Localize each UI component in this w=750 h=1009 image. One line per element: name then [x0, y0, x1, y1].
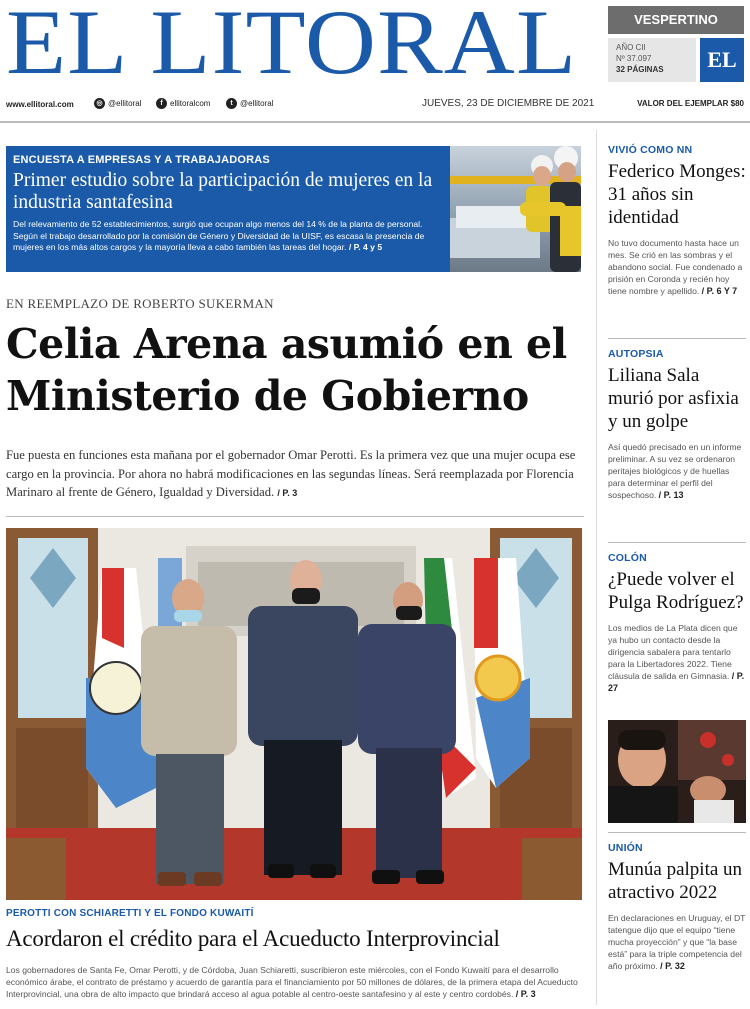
sidebar-story-monges[interactable] — [608, 144, 746, 297]
sidebar-headline[interactable]: Munúa palpita un atractivo 2022 — [608, 859, 743, 903]
issue-info — [608, 38, 696, 82]
caption-body — [6, 965, 582, 1000]
sidebar-divider — [608, 542, 746, 543]
twitter-label: @ellitoral — [240, 99, 274, 108]
instagram-handle[interactable] — [94, 98, 141, 109]
website-link[interactable]: www.ellitoral.com — [6, 100, 74, 109]
main-kicker: EN REEMPLAZO DE ROBERTO SUKERMAN — [6, 296, 274, 311]
banner-kicker: ENCUESTA A EMPRESAS Y A TRABAJADORAS — [13, 154, 270, 166]
sidebar-divider — [608, 832, 746, 833]
sidebar-kicker: UNIÓN — [608, 842, 643, 854]
main-body-text: Fue puesta en funciones esta mañana por el gobernador Omar Perotti. Es la primera vez que una mujer ocupa ese cargo en la provincia. Por ahora no habrá modificaciones en las segundas líneas. Será reemplazada por Florencia Marinaro al frente de Género, Igualdad y Diversidad. — [6, 448, 576, 499]
sidebar-story-pulga[interactable] — [608, 552, 746, 694]
facebook-label: ellitoralcom — [170, 99, 211, 108]
sidebar-body-text: Los medios de La Plata dicen que ya hubo un contacto desde la dirigencia sabalera para tentarlo para la Libertadores 2022. Tiene cláusula de salida en Gimnasia. — [608, 623, 738, 681]
sidebar-body — [608, 622, 746, 694]
sidebar-story-sala[interactable] — [608, 348, 746, 501]
caption-kicker: PEROTTI CON SCHIARETTI Y EL FONDO KUWAITÍ — [6, 908, 254, 919]
officials-photo-illustration — [6, 528, 582, 900]
sidebar-page-ref: / P. 6 Y 7 — [701, 286, 738, 296]
sidebar-body-text: En declaraciones en Uruguay, el DT tatengue dijo que el equipo “tiene mucha proyección” y que “la base está” para la triple competencia del año próximo. — [608, 913, 746, 971]
facebook-icon: f — [156, 98, 167, 109]
banner-headline[interactable]: Primer estudio sobre la participación de mujeres en la industria santafesina — [13, 170, 433, 213]
issue-number: Nº 37.097 — [616, 54, 652, 63]
facebook-handle[interactable] — [156, 98, 210, 109]
main-divider — [6, 516, 584, 517]
sidebar-divider — [608, 338, 746, 339]
sidebar-headline[interactable]: ¿Puede volver el Pulga Rodríguez? — [608, 569, 744, 613]
main-photo-officials[interactable] — [6, 528, 582, 900]
issue-price: VALOR DEL EJEMPLAR $80 — [637, 99, 744, 108]
sidebar-body-text: Así quedó precisado en un informe preliminar. A su vez se ordenaron peritajes biológicos y de huellas para determinar el perfil del sospechoso. — [608, 442, 742, 500]
banner-body — [13, 219, 448, 254]
twitter-handle[interactable] — [226, 98, 273, 109]
main-body — [6, 446, 584, 503]
workers-illustration — [450, 146, 581, 272]
sidebar-kicker: COLÓN — [608, 552, 647, 564]
main-headline[interactable]: Celia Arena asumió en el Ministerio de Gobierno — [6, 320, 567, 420]
issue-pages: 32 PÁGINAS — [616, 65, 664, 74]
issue-year: AÑO CII — [616, 43, 646, 52]
sidebar-page-ref: / P. 32 — [660, 961, 685, 971]
instagram-label: @ellitoral — [108, 99, 142, 108]
newspaper-logo[interactable]: EL LITORAL — [6, 0, 578, 93]
sidebar-body — [608, 441, 746, 501]
sidebar-body-text: No tuvo documento hasta hace un mes. Se crió en las sombras y el abandono social. Fue condenado a prisión en Coronda y recién hoy tiene nombre y apellido. — [608, 238, 743, 296]
football-photo-illustration — [608, 720, 746, 823]
sidebar-kicker: AUTOPSIA — [608, 348, 664, 360]
sidebar-page-ref: / P. 27 — [608, 671, 745, 693]
sidebar-page-ref: / P. 13 — [658, 490, 684, 500]
sidebar-body — [608, 912, 746, 972]
banner-photo-workers — [450, 146, 581, 272]
banner-page-ref: / P. 4 y 5 — [348, 242, 383, 252]
edition-badge: VESPERTINO — [608, 6, 744, 34]
sidebar-story-munua[interactable] — [608, 842, 746, 972]
issue-date: JUEVES, 23 DE DICIEMBRE DE 2021 — [422, 98, 595, 109]
caption-body-text: Los gobernadores de Santa Fe, Omar Perotti, y de Córdoba, Juan Schiaretti, suscribieron este miércoles, con el Fondo Kuwaití para el desarrollo económico árabe, el contrato de préstamo y acuerdo de garantía para el financiamiento por 50 millones de dólares, de la primera etapa del Acueducto Interprovincial, una obra de alto impacto que brindará acceso al agua potable al centro-oeste santafesino y al este y centro cordobés. — [6, 965, 578, 999]
top-divider — [0, 121, 750, 123]
info-bar — [6, 96, 744, 114]
feature-banner[interactable] — [6, 146, 581, 272]
twitter-icon: t — [226, 98, 237, 109]
masthead — [0, 0, 750, 96]
caption-page-ref: / P. 3 — [515, 988, 536, 999]
main-page-ref: / P. 3 — [277, 488, 298, 498]
instagram-icon: ◎ — [94, 98, 105, 109]
sidebar-photo-football[interactable] — [608, 720, 746, 823]
mini-logo: EL — [700, 38, 744, 82]
column-divider — [596, 130, 597, 1005]
sidebar-kicker: VIVIÓ COMO NN — [608, 144, 693, 156]
caption-headline[interactable]: Acordaron el crédito para el Acueducto Interprovincial — [6, 926, 500, 951]
sidebar-headline[interactable]: Federico Monges: 31 años sin identidad — [608, 161, 746, 228]
sidebar-body — [608, 237, 746, 297]
sidebar-headline[interactable]: Liliana Sala murió por asfixia y un golpe — [608, 365, 739, 432]
banner-body-text: Del relevamiento de 52 establecimientos, surgió que ocupan algo menos del 14 % de la planta de personal. Según el trabajo desarrollado por la comisión de Género y Diversidad de la UISF, es escasa la presencia de mujeres en los más altos cargos y la mayoría lleva a cabo también las tareas del hogar. — [13, 219, 425, 252]
